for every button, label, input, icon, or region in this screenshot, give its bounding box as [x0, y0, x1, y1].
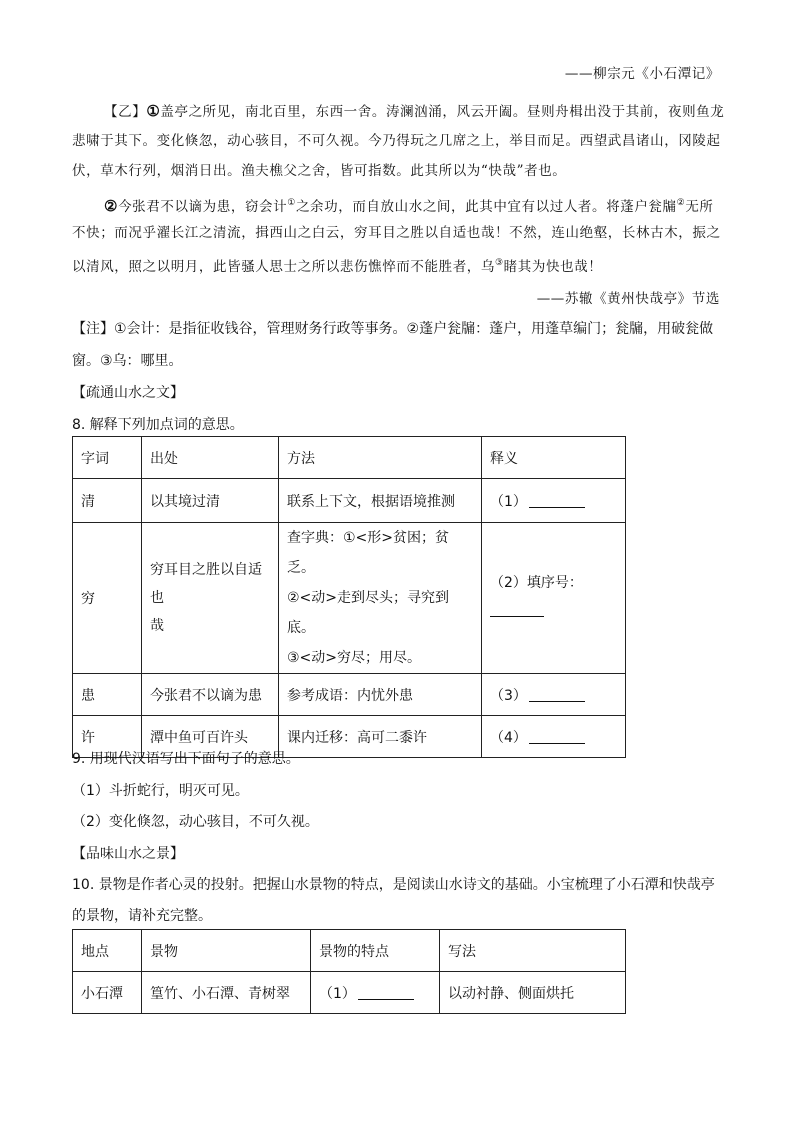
- answer-cell[interactable]: （4）: [482, 716, 626, 758]
- table-row: [73, 479, 626, 523]
- q8-prompt: 8. 解释下列加点词的意思。: [72, 417, 244, 433]
- source-cell: 今张君不以谪为患: [142, 674, 279, 716]
- section-heading-2: 【品味山水之景】: [72, 846, 184, 862]
- feature-cell[interactable]: （1）: [311, 972, 440, 1014]
- header-cell: 地点: [73, 930, 142, 972]
- q8-table: [72, 436, 626, 758]
- source-cell: 潭中鱼可百许头: [142, 716, 279, 758]
- source-cell: 以其境过清: [142, 479, 279, 523]
- answer-cell[interactable]: （1）: [482, 479, 626, 523]
- note-ref-1: ①: [287, 198, 296, 208]
- para1-marker: ①: [146, 102, 161, 120]
- note-ref-2: ②: [676, 198, 686, 208]
- word-cell: 清: [73, 479, 142, 523]
- notes-line-2: 窗。③乌：哪里。: [72, 353, 183, 369]
- passage-b-line-4: ②今张君不以谪为患，窃会计①之余功，而自放山水之间，此其中宜有以过人者。将蓬户瓮牖②无所: [104, 197, 714, 215]
- answer-blank[interactable]: [358, 985, 414, 1000]
- q10-prompt-line-1: 10. 景物是作者心灵的投射。把握山水景物的特点，是阅读山水诗文的基础。小宝梳理了小石潭和快哉亭: [72, 877, 715, 893]
- answer-blank[interactable]: [529, 729, 585, 744]
- notes-line-1: 【注】①会计：是指征收钱谷，管理财务行政等事务。②蓬户瓮牖：蓬户，用蓬草编门；瓮牖，用破瓮做: [72, 321, 714, 337]
- header-cell: 写法: [440, 930, 626, 972]
- header-cell: 字词: [73, 437, 142, 479]
- header-cell: 释义: [482, 437, 626, 479]
- technique-cell: 以动衬静、侧面烘托: [440, 972, 626, 1014]
- passage-b-line-2: 悲啸于其下。变化倏忽，动心骇目，不可久视。今乃得玩之几席之上，举目而足。西望武昌诸山，冈陵起: [72, 133, 721, 149]
- passage-b-line-1: 【乙】①盖亭之所见，南北百里，东西一舍。涛澜汹涌，风云开阖。昼则舟楫出没于其前，夜则鱼龙: [104, 102, 725, 120]
- answer-cell[interactable]: （2）填序号：: [482, 523, 626, 674]
- header-cell: 景物的特点: [311, 930, 440, 972]
- passage-b-line-6: 以清风，照之以明月，此皆骚人思士之所以悲伤憔悴而不能胜者，乌③睹其为快也哉！: [72, 258, 603, 275]
- para2-marker: ②: [104, 197, 119, 215]
- table-row: [73, 523, 626, 674]
- word-cell: 许: [73, 716, 142, 758]
- q9-item-2: （2）变化倏忽，动心骇目，不可久视。: [72, 814, 319, 830]
- source-a: ——柳宗元《小石潭记》: [564, 66, 720, 82]
- answer-blank[interactable]: [490, 602, 544, 617]
- header-cell: 方法: [279, 437, 482, 479]
- answer-blank[interactable]: [529, 687, 585, 702]
- q10-prompt-line-2: 的景物，请补充完整。: [72, 908, 212, 924]
- header-cell: 景物: [142, 930, 311, 972]
- q9-prompt: 9. 用现代汉语写出下面句子的意思。: [72, 751, 300, 767]
- table-header-row: [73, 437, 626, 479]
- scenery-cell: 篁竹、小石潭、青树翠: [142, 972, 311, 1014]
- method-cell: 查字典：①<形>贫困；贫乏。 ②<动>走到尽头；寻究到底。 ③<动>穷尽；用尽。: [279, 523, 482, 674]
- word-cell: 患: [73, 674, 142, 716]
- note-ref-3: ③: [495, 258, 504, 268]
- word-cell: 穷: [73, 523, 142, 674]
- label-b: 【乙】: [104, 104, 147, 120]
- table-row: [73, 972, 626, 1014]
- section-heading-1: 【疏通山水之文】: [72, 385, 184, 401]
- passage-b-line-5: 不快；而况乎濯长江之清流，揖西山之白云，穷耳目之胜以自适也哉！不然，连山绝壑，长林古木，振之: [72, 225, 721, 241]
- source-b: ——苏辙《黄州快哉亭》节选: [536, 291, 720, 307]
- method-cell: 参考成语：内忧外患: [279, 674, 482, 716]
- header-cell: 出处: [142, 437, 279, 479]
- passage-b-line-3: 伏，草木行列，烟消日出。渔夫樵父之舍，皆可指数。此其所以为“快哉”者也。: [72, 163, 567, 179]
- q10-table: [72, 929, 626, 1014]
- method-cell: 课内迁移：高可二黍许: [279, 716, 482, 758]
- answer-blank[interactable]: [529, 493, 585, 508]
- table-row: [73, 674, 626, 716]
- table-header-row: [73, 930, 626, 972]
- source-cell: 穷耳目之胜以自适也 哉: [142, 523, 279, 674]
- q9-item-1: （1）斗折蛇行，明灭可见。: [72, 783, 249, 799]
- place-cell: 小石潭: [73, 972, 142, 1014]
- answer-cell[interactable]: （3）: [482, 674, 626, 716]
- method-cell: 联系上下文，根据语境推测: [279, 479, 482, 523]
